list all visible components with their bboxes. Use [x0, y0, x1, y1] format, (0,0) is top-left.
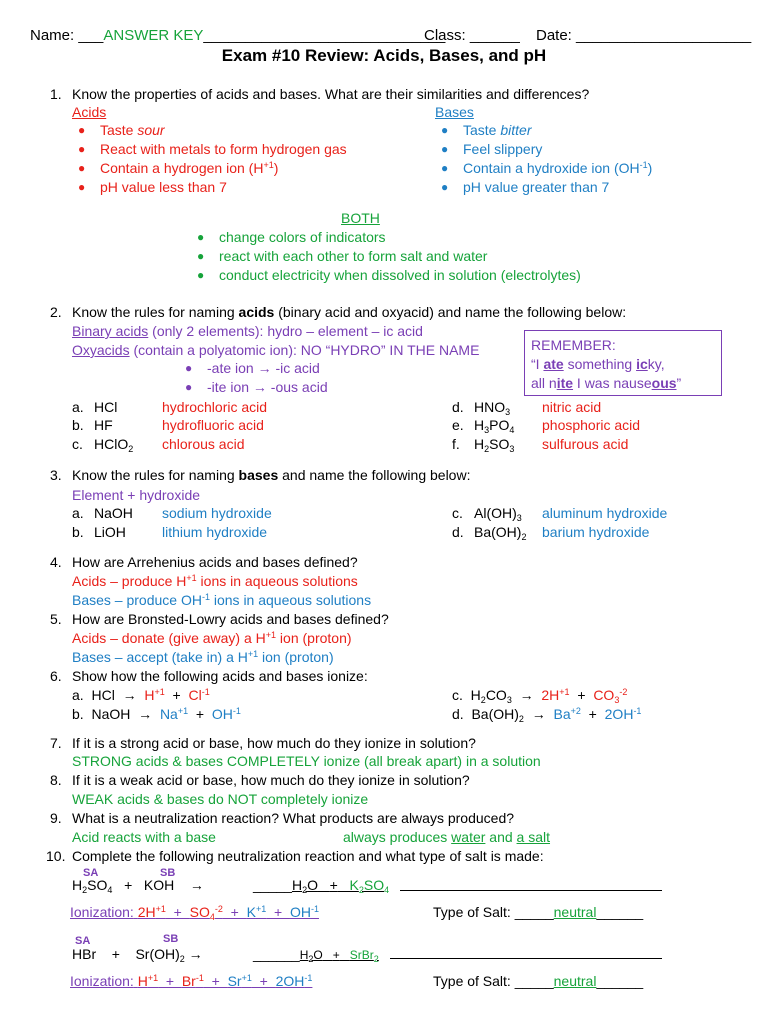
bases-heading: Bases — [435, 104, 474, 120]
q2e-label: e. — [452, 417, 464, 433]
q5-bases-answer: Bases – accept (take in) a $H^{+1}$ ion (proton) — [72, 649, 334, 665]
q6a-equation: a. HCl → $H^{+1} + Cl^{-1}$ — [72, 687, 210, 703]
q3a-label: a. — [72, 505, 84, 521]
strong-base-label: SB — [160, 867, 176, 879]
q8-answer: WEAK acids & bases do NOT completely ionize — [72, 791, 369, 807]
q3d-answer: barium hydroxide — [542, 524, 650, 540]
both-heading: BOTH — [341, 210, 380, 226]
q2a-answer: hydrochloric acid — [162, 399, 268, 415]
q2d-formula: $HNO_3$ — [474, 399, 511, 417]
strong-acid-label: SA — [83, 867, 99, 879]
q6-number: 6. — [50, 668, 62, 684]
q6b-equation: b. NaOH → $Na^{+1} + OH^{-1}$ — [72, 706, 241, 722]
q1-number: 1. — [50, 86, 62, 102]
reaction-1-reactants: $H_2SO_4$ + KOH → — [72, 877, 204, 895]
class-line: Class: ______ — [424, 27, 520, 44]
ite-rule: ● -ite ion → -ous acid — [185, 379, 328, 395]
q2-question: Know the rules for naming acids (binary acid and oxyacid) and name the following below: — [72, 304, 627, 320]
ionization-1: Ionization: $2H^{+1} + SO_4^{-2} + K^{+1} + OH^{-1}$ — [70, 904, 319, 922]
answer-line — [390, 958, 662, 959]
name-line: Name: ___ANSWER KEY_____________________________ — [30, 27, 446, 44]
q2-number: 2. — [50, 304, 62, 320]
q4-number: 4. — [50, 554, 62, 570]
q4-bases-answer: Bases – produce $OH^{-1}$ ions in aqueous solutions — [72, 592, 372, 608]
base-property: ● pH value greater than 7 — [441, 179, 610, 195]
date-line: Date: _____________________ — [536, 27, 752, 44]
q6d-equation: d. $Ba(OH)_2 \to Ba^{+2} + 2OH^{-1}$ — [452, 706, 642, 724]
answer-line — [400, 890, 662, 891]
page-title: Exam #10 Review: Acids, Bases, and pH — [221, 46, 547, 65]
ionization-2: Ionization: $H^{+1} + Br^{-1} + Sr^{+1} + 2OH^{-1}$ — [70, 973, 313, 989]
both-property: ● change colors of indicators — [197, 229, 386, 245]
reaction-2-products: $\_\_\_\_\_\_H_2O$ + SrBr$_2$ — [253, 946, 379, 964]
q3d-label: d. — [452, 524, 464, 540]
acid-property: ● pH value less than 7 — [78, 179, 227, 195]
q3a-formula: NaOH — [94, 505, 133, 521]
q2b-label: b. — [72, 417, 84, 433]
q3c-label: c. — [452, 505, 463, 521]
q2c-answer: chlorous acid — [162, 436, 245, 452]
q5-question: How are Bronsted-Lowry acids and bases defined? — [72, 611, 389, 627]
both-property: ● react with each other to form salt and water — [197, 248, 488, 264]
q2d-label: d. — [452, 399, 464, 415]
remember-line-2: all nite I was nauseous” — [531, 375, 682, 391]
acid-property: ● Contain a hydrogen ion $(H^{+1})$ — [78, 160, 279, 176]
name-value: ANSWER KEY — [103, 27, 204, 44]
q1-question: Know the properties of acids and bases. What are their similarities and differences? — [72, 86, 590, 102]
q2c-label: c. — [72, 436, 83, 452]
q6-question: Show how the following acids and bases ionize: — [72, 668, 368, 684]
q8-number: 8. — [50, 772, 62, 788]
q6c-equation: c. $H_2CO_3 \to 2H^{+1} + CO_3^{-2}$ — [452, 687, 628, 705]
q3a-answer: sodium hydroxide — [162, 505, 272, 521]
strong-acid-label: SA — [75, 935, 91, 947]
both-property: ● conduct electricity when dissolved in solution (electrolytes) — [197, 267, 581, 283]
q3c-answer: aluminum hydroxide — [542, 505, 668, 521]
q3c-formula: $Al(OH)_3$ — [474, 505, 522, 523]
q9-question: What is a neutralization reaction? What products are always produced? — [72, 810, 515, 826]
q2a-formula: HCl — [94, 399, 118, 415]
q2f-answer: sulfurous acid — [542, 436, 629, 452]
q7-question: If it is a strong acid or base, how much do they ionize in solution? — [72, 735, 476, 751]
q2e-answer: phosphoric acid — [542, 417, 641, 433]
q2a-label: a. — [72, 399, 84, 415]
q9-answer-1: Acid reacts with a base — [72, 829, 216, 845]
q2e-formula: $H_3PO_4$ — [474, 417, 515, 435]
salt-type-2: Type of Salt: _____neutral______ — [433, 973, 644, 989]
base-property: ● Feel slippery — [441, 141, 543, 157]
q2d-answer: nitric acid — [542, 399, 602, 415]
q2b-formula: HF — [94, 417, 113, 433]
reaction-2-reactants: HBr + $Sr(OH)_2$ → — [72, 946, 203, 964]
q2f-label: f. — [452, 436, 460, 452]
base-naming-rule: Element + hydroxide — [72, 487, 201, 503]
q5-acids-answer: Acids – donate (give away) a $H^{+1}$ ion (proton) — [72, 630, 352, 646]
acids-heading: Acids — [72, 104, 107, 120]
q3b-label: b. — [72, 524, 84, 540]
q7-answer: STRONG acids & bases COMPLETELY ionize (all break apart) in a solution — [72, 753, 541, 769]
strong-base-label: SB — [163, 933, 179, 945]
q3-question: Know the rules for naming bases and name the following below: — [72, 467, 471, 483]
remember-line-1: “I ate something icky, — [531, 356, 665, 372]
q2f-formula: $H_2SO_3$ — [474, 436, 515, 454]
salt-type-1: Type of Salt: _____neutral______ — [433, 904, 644, 920]
q10-number: 10. — [46, 848, 66, 864]
base-property: ● Taste bitter — [441, 122, 532, 138]
q3b-formula: LiOH — [94, 524, 126, 540]
ate-rule: ● -ate ion → -ic acid — [185, 360, 320, 376]
q2c-formula: HClO$_2$ — [94, 436, 134, 454]
q3d-formula: $Ba(OH)_2$ — [474, 524, 527, 542]
oxyacid-rule: Oxyacids (contain a polyatomic ion): NO “HYDRO” IN THE NAME — [72, 342, 480, 358]
q5-number: 5. — [50, 611, 62, 627]
q3-number: 3. — [50, 467, 62, 483]
base-property: ● Contain a hydroxide ion $(OH^{-1})$ — [441, 160, 653, 176]
acid-property: ● Taste sour — [78, 122, 165, 138]
q8-question: If it is a weak acid or base, how much do they ionize in solution? — [72, 772, 470, 788]
q4-acids-answer: Acids – produce $H^{+1}$ ions in aqueous solutions — [72, 573, 358, 589]
q9-number: 9. — [50, 810, 62, 826]
q7-number: 7. — [50, 735, 62, 751]
q10-question: Complete the following neutralization reaction and what type of salt is made: — [72, 848, 544, 864]
remember-title: REMEMBER: — [531, 337, 616, 353]
reaction-1-products: $\_\_\_\_\_H_2O$ + $K_2SO_4$ — [253, 877, 390, 895]
binary-acid-rule: Binary acids (only 2 elements): hydro – element – ic acid — [72, 323, 423, 339]
q2b-answer: hydrofluoric acid — [162, 417, 264, 433]
q9-answer-2: always produces water and a salt — [343, 829, 551, 845]
acid-property: ● React with metals to form hydrogen gas — [78, 141, 347, 157]
q4-question: How are Arrehenius acids and bases defined? — [72, 554, 358, 570]
q3b-answer: lithium hydroxide — [162, 524, 268, 540]
